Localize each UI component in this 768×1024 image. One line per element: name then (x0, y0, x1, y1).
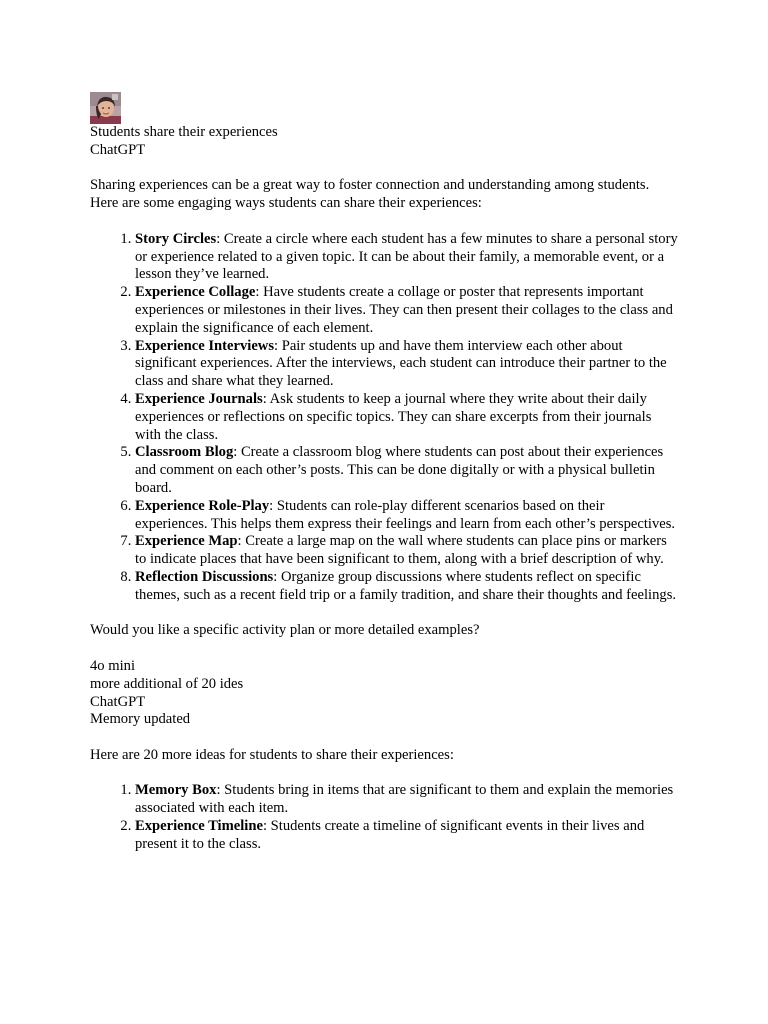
item-term: Story Circles (135, 230, 217, 247)
ideas-list (90, 231, 680, 605)
list-item (135, 818, 680, 854)
user-prompt: more additional of 20 ides (90, 675, 244, 692)
item-term: Classroom Blog (135, 444, 234, 461)
item-description: : Students can role-play different scenarios based on their experiences. This helps them express their feelings and learn from each other’s perspectives. (135, 497, 676, 532)
item-description: : Create a large map on the wall where students can place pins or markers to indicate places that have been significant to them, along with a brief description of why. (135, 533, 667, 568)
item-term: Experience Role-Play (135, 497, 270, 514)
item-description: : Organize group discussions where students reflect on specific themes, such as a recent field trip or a family tradition, and share their thoughts and feelings. (135, 568, 677, 603)
item-description: : Pair students up and have them interview each other about significant experiences. After the interviews, each student can introduce their partner to the class and share what they learned. (135, 337, 667, 390)
item-term: Reflection Discussions (135, 568, 274, 585)
list-item (135, 444, 680, 497)
list-item (135, 391, 680, 444)
list-item (135, 782, 680, 818)
item-term: Experience Map (135, 533, 238, 550)
memory-status: Memory updated (90, 711, 191, 728)
model-label: 4o mini (90, 657, 135, 674)
intro-paragraph: Sharing experiences can be a great way to foster connection and understanding among students. Here are some engaging ways students can share their experiences: (90, 177, 650, 212)
avatar-image (90, 92, 121, 124)
item-description: : Students bring in items that are significant to them and explain the memories associated with each item. (135, 782, 674, 817)
item-description: : Students create a timeline of significant events in their lives and present it to the class. (135, 818, 645, 852)
list-item (135, 284, 680, 337)
list-item (135, 231, 680, 284)
author-label: ChatGPT (90, 141, 146, 158)
user-avatar (90, 92, 121, 124)
more-ideas-list (90, 782, 680, 853)
list-item (135, 533, 680, 569)
conversation-title: Students share their experiences (90, 124, 278, 140)
item-term: Experience Timeline (135, 818, 263, 835)
item-description: : Create a circle where each student has a few minutes to share a personal story or experience related to a given topic. It can be about their family, a memorable event, or a lesson they’ve learned. (135, 230, 678, 283)
item-description: : Create a classroom blog where students can post about their experiences and comment on each other’s posts. This can be done digitally or with a physical bulletin board. (135, 444, 664, 496)
item-term: Memory Box (135, 782, 217, 799)
intro-paragraph-2: Here are 20 more ideas for students to share their experiences: (90, 746, 454, 763)
item-term: Experience Collage (135, 284, 256, 301)
list-item (135, 338, 680, 391)
item-term: Experience Interviews (135, 337, 275, 354)
list-item (135, 498, 680, 534)
list-item (135, 569, 680, 605)
document-page (90, 92, 680, 854)
item-description: : Ask students to keep a journal where they write about their daily experiences or reflections on specific topics. They can share excerpts from their journals with the class. (135, 390, 652, 443)
item-term: Experience Journals (135, 390, 263, 407)
item-description: : Have students create a collage or poster that represents important experiences or milestones in their lives. They can then present their collages to the class and explain the significance of each element. (135, 284, 673, 336)
followup-question: Would you like a specific activity plan or more detailed examples? (90, 622, 480, 639)
author-label: ChatGPT (90, 693, 146, 710)
